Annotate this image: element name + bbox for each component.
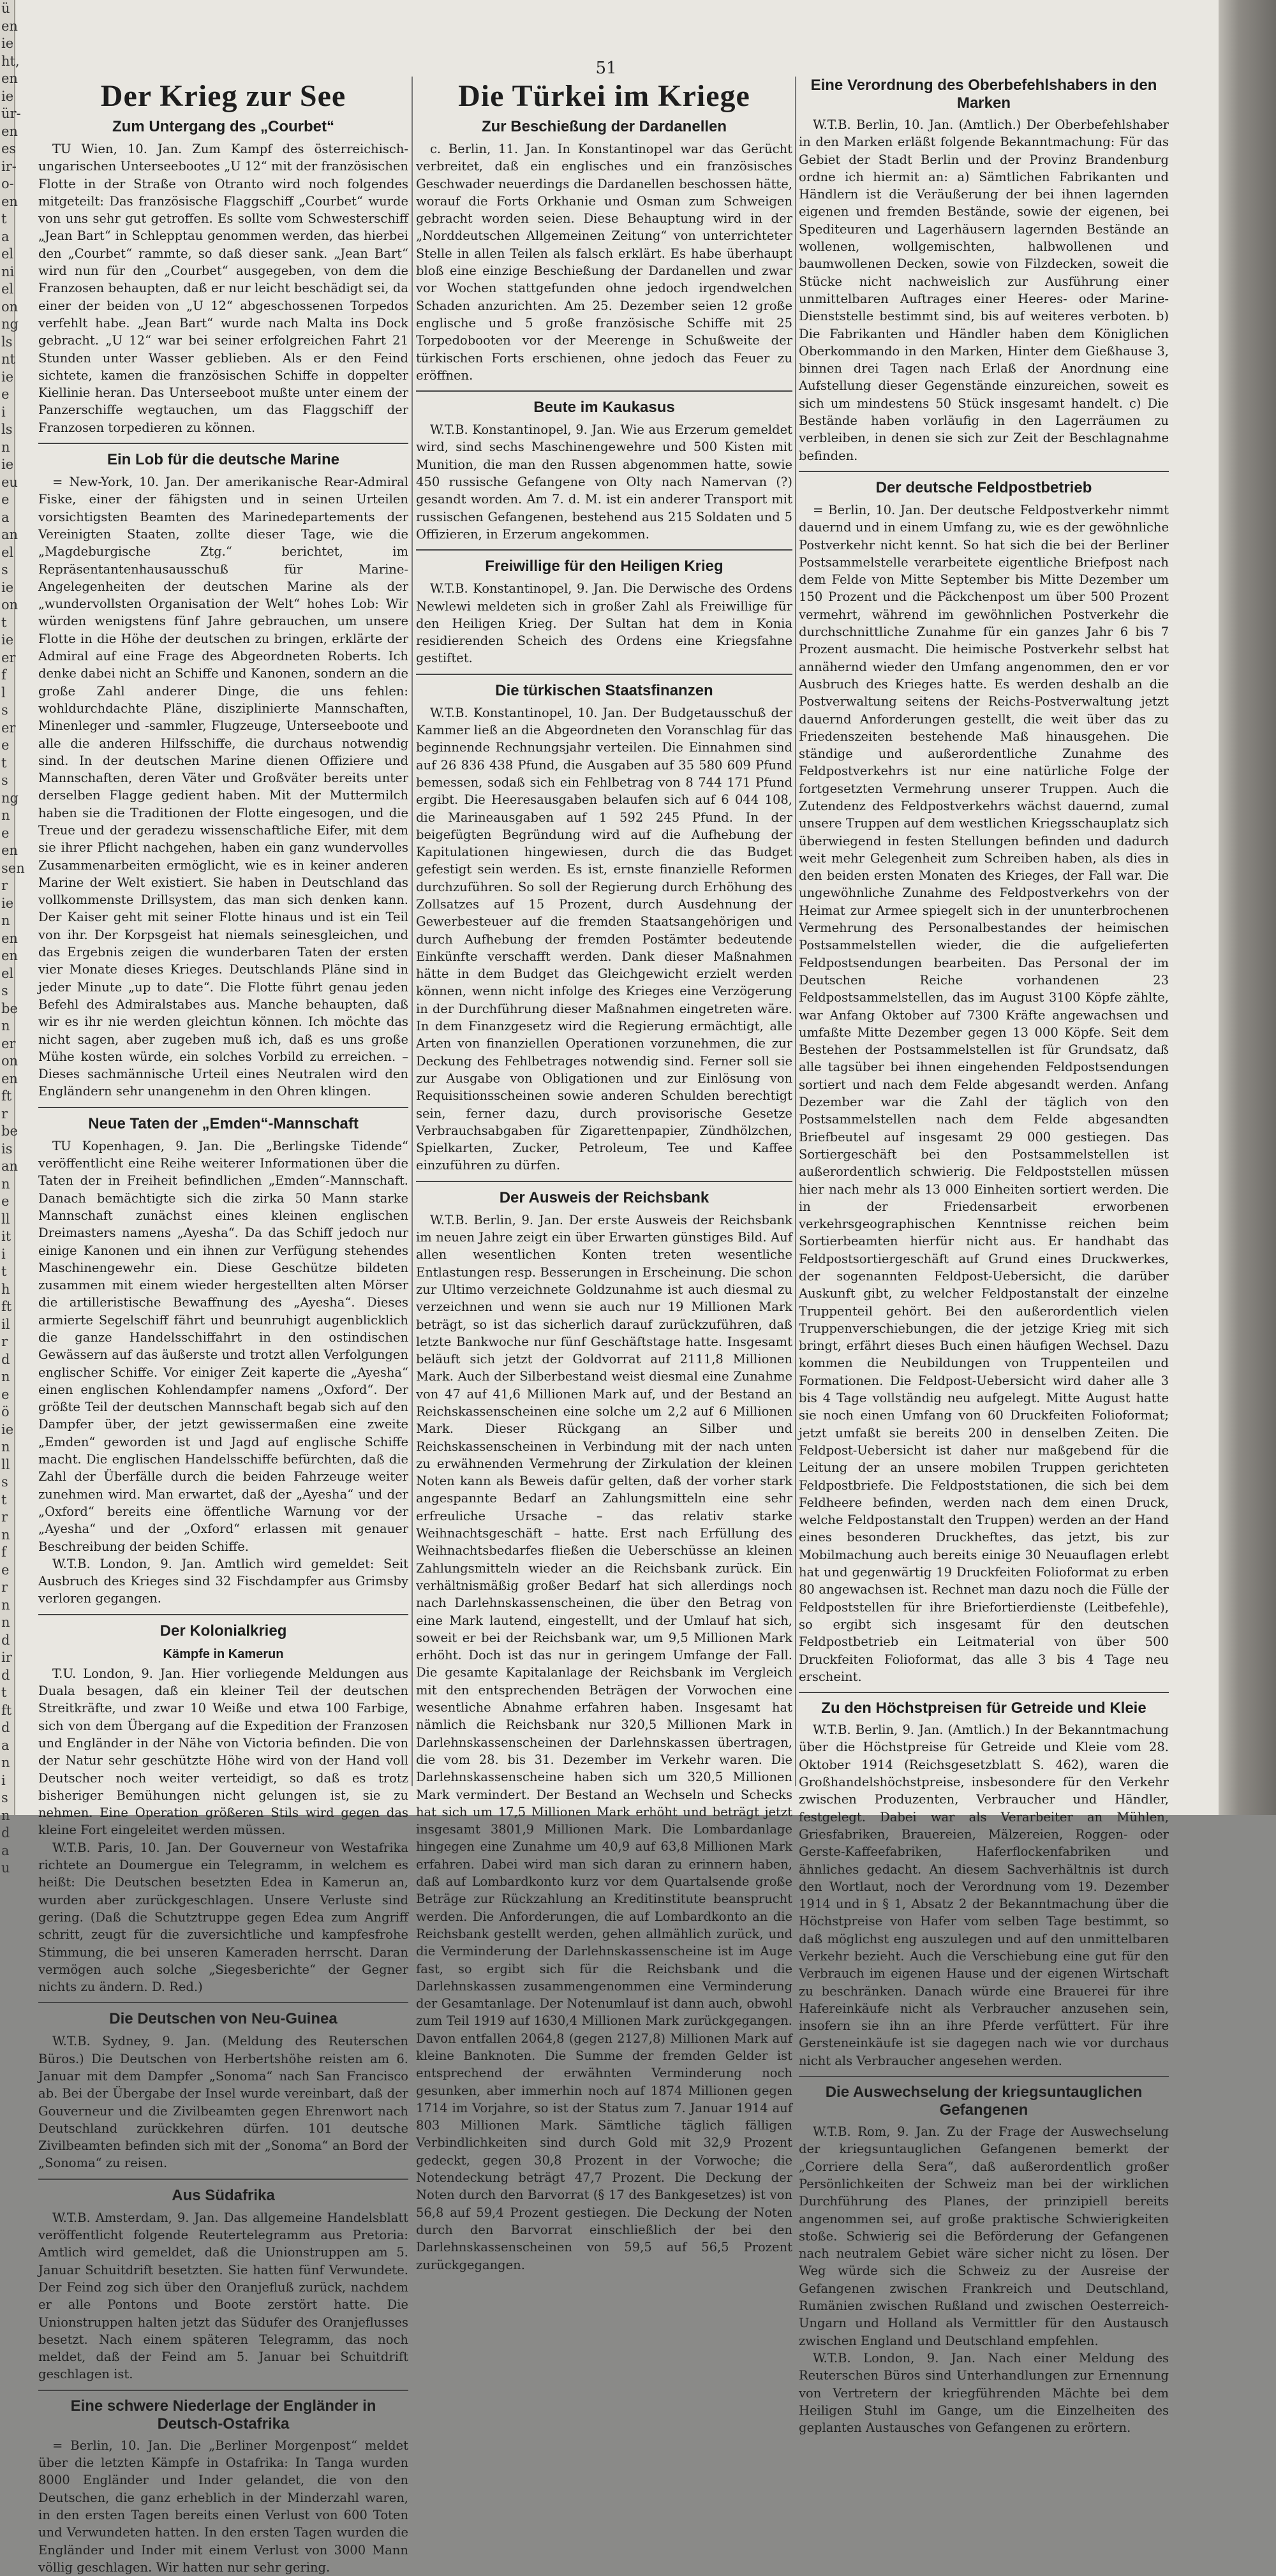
previous-page-fragment: u bbox=[1, 1860, 10, 1876]
previous-page-fragment: ie bbox=[1, 895, 14, 911]
article bbox=[416, 1181, 792, 2274]
article-paragraph: W.T.B. London, 9. Jan. Amtlich wird gemeldet: Seit Ausbruch des Krieges sind 32 Fischdampfer aus Grimsby verloren gegangen. bbox=[38, 1556, 408, 1606]
article bbox=[799, 77, 1169, 464]
previous-page-fragment: e bbox=[1, 1194, 10, 1209]
article bbox=[38, 1107, 408, 1608]
article-title: Beute im Kaukasus bbox=[533, 399, 675, 417]
section-headline: Der Krieg zur See bbox=[100, 79, 346, 113]
article-paragraph: W.T.B. Konstantinopel, 9. Jan. Die Derwische des Ordens Newlewi meldeten sich in großer Zahl als Freiwillige für den Heiligen Krieg. Der Sultan hat dem in Konia residierenden Scheich des Ordens eine Kriegsfahne gestiftet. bbox=[416, 581, 792, 666]
previous-page-fragment: r bbox=[1, 1580, 8, 1595]
previous-page-fragment: ir- bbox=[1, 158, 17, 174]
previous-page-fragment: is bbox=[1, 1141, 13, 1157]
book-binding bbox=[1219, 0, 1276, 1815]
previous-page-fragment: it bbox=[1, 1229, 11, 1244]
previous-page-fragment: e bbox=[1, 737, 10, 753]
previous-page-edge bbox=[0, 0, 25, 1876]
section-headline: Die Türkei im Kriege bbox=[458, 79, 750, 113]
previous-page-fragment: ie bbox=[1, 632, 14, 648]
previous-page-fragment: n bbox=[1, 1597, 10, 1613]
previous-page-fragment: el bbox=[1, 544, 14, 560]
article-paragraph: = New-York, 10. Jan. Der amerikanische Rear-Admiral Fiske, einer der fähigsten und in seinen Urteilen vorsichtigsten Beamten des Marinedepartements der Vereinigten Staaten, zollte dieser Tage, wie die „Magdeburgische Ztg.“ berichtet, im Repräsentantenhausausschuß für Marine-Angelegenheiten der deutschen Marine als der „wundervollsten Organisation der Welt“ hohes Lob: Wir würden wenigstens fünf Jahre gebrauchen, um unsere Flotte in die Höhe der deutschen zu bringen, erklärte der Admiral auf eine Frage des Abgeordneten Roberts. Ich denke dabei nicht an Schiffe und Kanonen, sondern an die große Zahl anderer Dinge, die uns fehlen: wohldurchdachte Pläne, disziplinierte Mannschaften, Minenleger und -sammler, Flugzeuge, Unterseeboote und alle die anderen Hilfsschiffe, die durchaus notwendig sind. In der deutschen Marine dienen Offiziere und Mannschaften, deren Väter und Großväter bereits unter derselben Flagge gedient haben. Mit der Muttermilch haben sie die Traditionen der Flotte eingesogen, und die Treue und der geradezu wissenschaftliche Eifer, mit dem sie ihrer Pflicht nachgehen, haben ein ganz wundervolles Zusammenarbeiten ermöglicht, wie es in keiner anderen Marine der Welt existiert. Sie haben in Deutschland das vollkommenste Drillsystem, das man sich denken kann. Der Kaiser geht mit seiner Flotte hinaus und ist ein Teil von ihr. Der Korpsgeist hat niemals seinesgleichen, und das Ergebnis zeigen die wunderbaren Taten der ersten vier Monate dieses Krieges. Deutschlands Pläne sind in jeder Minute „up to date“. Die Flotte führt genau jeden Befehl des Admiralstabes aus. Manche behaupten, daß wir es ihr nie werden gleichtun können. Ich möchte das nicht sagen, aber zugeben muß ich, daß es uns große Mühe kosten würde, ein solches Vorbild zu erreichen. – Dieses sachmännische Urteil eines Neutralen wird den Engländern sehr unangenehm in den Ohren klingen. bbox=[38, 475, 408, 1099]
previous-page-fragment: n bbox=[1, 1755, 10, 1770]
previous-page-fragment: n bbox=[1, 913, 10, 928]
previous-page-fragment: es bbox=[1, 141, 17, 156]
previous-page-fragment: n bbox=[1, 1527, 10, 1543]
previous-page-fragment: en bbox=[1, 948, 18, 963]
article bbox=[799, 471, 1169, 1685]
previous-page-fragment: an bbox=[1, 1158, 19, 1174]
article bbox=[38, 117, 408, 436]
previous-page-fragment: s bbox=[1, 773, 8, 788]
previous-page-fragment: h bbox=[1, 1281, 10, 1297]
article-title: Eine schwere Niederlage der Engländer in Deutsch-Ostafrika bbox=[70, 2397, 376, 2432]
previous-page-fragment: ie bbox=[1, 369, 14, 385]
article-paragraph: c. Berlin, 11. Jan. In Konstantinopel war das Gerücht verbreitet, daß ein englisches und ein französisches Geschwader neuerdings die Dardanellen beschossen hätte, worauf die Forts Orkhanie und Osman zum Schweigen gebracht worden seien. Diese Behauptung wird in der „Norddeutschen Allgemeinen Zeitung“ von unterrichteter Stelle in allen Teilen als falsch erklärt. Es habe überhaupt bloß eine einzige Beschießung der Dardanellen und zwar vor Wochen stattgefunden ohne jedoch irgendwelchen Schaden anzurichten. Am 25. Dezember seien 12 große englische und 5 große französische Schiffe mit 25 Torpedobooten vor der Meerenge in Schußweite der türkischen Forts erschienen, ohne jedoch das Feuer zu eröffnen. bbox=[416, 142, 792, 383]
column-rule bbox=[412, 77, 413, 1786]
article-paragraph: = Berlin, 10. Jan. Die „Berliner Morgenpost“ meldet über die letzten Kämpfe in Ostafrika: In Tanga wurden 8000 Engländer und Inder gelandet, die von den Deutschen, die ganz erheblich in der Minderzahl waren, in den ersten Tagen bereits einen Verlust von 600 Toten und Verwundeten hatten. In den ersten Tagen wurden die Engländer und Inder mit einem Verlust von 3000 Mann völlig geschlagen. Wir hatten nur sehr gering. bbox=[38, 2438, 408, 2575]
column-rule bbox=[795, 77, 796, 1786]
previous-page-fragment: i bbox=[1, 1772, 6, 1788]
previous-page-fragment: en bbox=[1, 18, 18, 34]
previous-page-fragment: en bbox=[1, 71, 18, 86]
previous-page-fragment: an bbox=[1, 527, 19, 542]
previous-page-fragment: ll bbox=[1, 1456, 10, 1472]
article-paragraph: W.T.B. Amsterdam, 9. Jan. Das allgemeine Handelsblatt veröffentlicht folgende Reutertelegramm aus Pretoria: Amtlich wird gemeldet, daß die Unionstruppen am 5. Januar Schuitdrift besetzten. Sie hatten fünf Verwundete. Der Feind zog sich über den Oranjefluß zurück, nachdem er alle Pontons und Boote zerstört hatte. Die Unionstruppen halten jetzt das Südufer des Oranjeflusses besetzt. Nach einem späteren Telegramm, das noch meldet, daß der Feind am 5. Januar bei Schuitdrift geschlagen ist. bbox=[38, 2210, 408, 2382]
previous-page-fragment: d bbox=[1, 1632, 10, 1648]
article-title: Aus Südafrika bbox=[172, 2186, 275, 2204]
previous-page-fragment: er bbox=[1, 1035, 16, 1051]
article-paragraph: W.T.B. Berlin, 9. Jan. Der erste Ausweis der Reichsbank im neuen Jahre zeigt ein über Erwarten günstiges Bild. Auf allen wesentlichen Konten treten wesentliche Entlastungen resp. Besserungen in Erscheinung. Die schon zur Ultimo verzeichnete Goldzunahme ist auch diesmal zu verzeichnen und wenn sie auch nur 19 Millionen Mark beträgt, so ist das sicherlich darauf zurückzuführen, daß letzte Bankwoche nur fünf Geschäftstage hatte. Insgesamt beläuft sich jetzt der Goldvorrat auf 2111,8 Millionen Mark. Auch der Silberbestand weist diesmal eine Zunahme von 47 auf 41,6 Millionen Mark auf, und der Bestand an Reichskassenscheinen eine solche um 2,2 auf 6 Millionen Mark. Dieser Rückgang an Silber und Reichskassenscheinen in Verbindung mit der nach unten zu erwähnenden Vermehrung der Zirkulation der kleinen Noten kann als Beweis dafür gelten, daß der vorher stark angespannte Bedarf an Zahlungsmitteln eine sehr erfreuliche Ursache – das relativ starke Weihnachtsgeschäft – hatte. Erst nach Erfüllung des Weihnachtsbedarfes fließen die Ueberschüsse an kleinen Zahlungsmitteln wieder an die Reichsbank zurück. Ein verhältnismäßig großer Bedarf hat sich allerdings noch nach Darlehnskassenscheinen, die über den Betrag von eine Mark lautend, eingestellt, und der Umlauf hat sich, soweit er bei der Reichsbank war, um 9,5 Millionen Mark erhöht. Doch ist das nur in geringem Umfange der Fall. Die gesamte Kapitalanlage der Reichsbank im Vergleich mit den entsprechenden Beträgen der Vorwochen eine wesentliche Abnahme erfahren haben. Insgesamt hat nämlich die Reichsbank nur 320,5 Millionen Mark in Darlehnskassenscheinen der Darlehnskassen übertragen, die vom 28. bis 31. Dezember im Verkehr waren. Die Darlehnskassenscheine haben sich um 320,5 Millionen Mark vermindert. Der Bestand an Wechseln und Schecks hat sich um 17,5 Millionen Mark erhöht und beträgt jetzt insgesamt 3801,9 Millionen Mark. Die Lombardanlage hingegen eine Zunahme um 40,9 auf 63,8 Millionen Mark erfahren. Dabei wird man sich daran zu erinnern haben, daß auf Lombardkonto kurz vor dem Quartalsende große Beträge zur Rückzahlung an Kreditinstitute beansprucht werden. Die Anforderungen, die auf Lombardkonto an die Reichsbank gestellt werden, gehen allmählich zurück, und die Verminderung der Darlehnskassenscheine ist im Auge fast, so ergibt sich für die Reichsbank und die Darlehnskassen zusammengenommen eine Verminderung der Gesamtanlage. Der Notenumlauf ist dann auch, obwohl zum Teil 1919 auf 1630,4 Millionen Mark zurückgegangen. Davon entfallen 2064,8 (gegen 2127,8) Millionen Mark auf kleine Banknoten. Die Summe der fremden Gelder ist entsprechend der erwähnten Verminderung noch gesunken, aber immerhin noch auf 1874 Millionen gegen 1714 im Vorjahre, so ist der Status zum 7. Januar 1914 auf 803 Millionen Mark. Sämtliche täglich fälligen Verbindlichkeiten sind durch Gold mit 32,9 Prozent gedeckt, gegen 30,8 Prozent in der Vorwoche; die Notendeckung beträgt 47,7 Prozent. Die Deckung der Noten durch den Barvorrat (§ 17 des Bankgesetzes) ist von 56,8 auf 59,4 Prozent gestiegen. Die Deckung der Noten durch den Barvorrat einschließlich der bei den Darlehnskassenscheinen von 59,5 auf 56,5 Prozent zurückgegangen. bbox=[416, 1212, 792, 2272]
previous-page-fragment: ie bbox=[1, 1421, 14, 1437]
previous-page-fragment: t bbox=[1, 614, 7, 630]
previous-page-fragment: n bbox=[1, 1807, 10, 1823]
previous-page-fragment: ie bbox=[1, 457, 14, 472]
previous-page-fragment: ft bbox=[1, 1299, 12, 1314]
previous-page-fragment: ft bbox=[1, 1702, 12, 1718]
article-title: Ein Lob für die deutsche Marine bbox=[107, 451, 340, 469]
previous-page-fragment: eu bbox=[1, 474, 18, 490]
article-title: Der Ausweis der Reichsbank bbox=[499, 1188, 709, 1206]
previous-page-fragment: t bbox=[1, 211, 7, 226]
article-title: Zur Beschießung der Dardanellen bbox=[481, 118, 727, 135]
article-title: Zum Untergang des „Courbet“ bbox=[112, 118, 334, 135]
previous-page-fragment: s bbox=[1, 1474, 8, 1490]
article bbox=[38, 2390, 408, 2576]
previous-page-fragment: ng bbox=[1, 316, 19, 332]
article bbox=[38, 2002, 408, 2172]
article bbox=[799, 1692, 1169, 2069]
previous-page-fragment: a bbox=[1, 1737, 10, 1753]
article-paragraph: W.T.B. Konstantinopel, 10. Jan. Der Budgetausschuß der Kammer ließ an die Abgeordneten den Voranschlag für das beginnende Rechnungsjahr verteilen. Die Einnahmen sind auf 26 836 438 Pfund, die Ausgaben auf 35 580 609 Pfund bemessen, sodaß sich ein Fehlbetrag von 8 744 171 Pfund ergibt. Die Heeresausgaben belaufen sich auf 6 044 108, die Marineausgaben auf 1 592 245 Pfund. In der beigefügten Begründung wird auf die Aufhebung der Kapitulationen hingewiesen, durch die das Budget gefestigt sein werden. Es ist, ernste finanzielle Reformen durchzuführen. So soll der Regierung durch Erhöhung des Zollsatzes auf 15 Prozent, durch Ausdehnung der Gewerbesteuer auf die fremden Staatsangehörigen und durch Aufhebung der fremden Postämter bedeutende Einkünfte verschafft werden. Dank dieser Maßnahmen hätte in dem Budget das Gleichgewicht erzielt werden können, wenn nicht infolge des Krieges eine Verzögerung in der Durchführung dieser Maßnahmen eingetreten wäre. In dem Finanzgesetz wird die Regierung ermächtigt, alle Arten von finanziellen Operationen vorzunehmen, die zur Deckung des Fehlbetrages notwendig sind. Ferner soll sie zur Ausgabe von Obligationen und zur Einlösung von Requisitionsscheinen sowie anderen Schulden berechtigt sein, ferner dazu, durch provisorische Gesetze Verbrauchsabgaben für Zigarettenpapier, Zündhölzchen, Spielkarten, Zucker, Petroleum, Tee und Kaffee einzuführen zu dürfen. bbox=[416, 705, 792, 1173]
previous-page-fragment: i bbox=[1, 404, 6, 420]
previous-page-fragment: d bbox=[1, 1351, 10, 1367]
article bbox=[38, 2179, 408, 2383]
article-paragraph: TU Kopenhagen, 9. Jan. Die „Berlingske Tidende“ veröffentlicht eine Reihe weiterer Informationen über die Taten der in Freiheit befindlichen „Emden“-Mannschaft. Danach bemächtigte sich die zirka 50 Mann starke Mannschaft zunächst eines kleinen englischen Dreimasters namens „Ayesha“. Da das Schiff jedoch nur einige Kanonen und ein ihnen zur Verfügung stehendes Maschinengewehr ein. Diese Geschütze bildeten zusammen mit einem wieder hergestellten alten Mörser die artilleristische Bewaffnung des „Ayesha“. Dieses armierte Segelschiff fährt und beunruhigt augenblicklich die ganze Handelsschiffahrt in den ostindischen Gewässern auf das äußerste und trotzt allen Verfolgungen englischer Schiffe. Vor einiger Zeit kaperte die „Ayesha“ einen englischen Kohlendampfer namens „Oxford“. Der größte Teil der deutschen Mannschaft begab sich auf den Dampfer über, der jetzt gewissermaßen eine zweite „Emden“ geworden ist und Jagd auf englische Schiffe macht. Die englischen Handelsschiffe befürchten, daß die Zahl der Überfälle durch die beiden Fahrzeuge weiter zunehmen wird. Man erwartet, daß der „Ayesha“ und der „Oxford“ bereits eine öffentliche Warnung vor der „Ayesha“ und der „Oxford“ erlassen mit genauer Beschreibung der beiden Schiffe. bbox=[38, 1138, 408, 1554]
previous-page-fragment: en bbox=[1, 123, 18, 139]
article-subtitle: Kämpfe in Kamerun bbox=[163, 1647, 284, 1661]
previous-page-fragment: r bbox=[1, 1106, 8, 1121]
previous-page-fragment: ie bbox=[1, 88, 14, 104]
article-paragraph: W.T.B. Konstantinopel, 9. Jan. Wie aus Erzerum gemeldet wird, sind sechs Maschinengewehre und 500 Kisten mit Munition, die man den Russen abgenommen hatte, sowie 450 russische Gefangene von Olty nach Namervan (?) gesandt worden. Am 7. d. M. ist ein anderer Transport mit russischen Gefangenen, bestehend aus 215 Soldaten und 5 Offizieren, in Erzerum angekommen. bbox=[416, 422, 792, 542]
previous-page-fragment: r bbox=[1, 878, 8, 893]
column-2 bbox=[416, 74, 792, 2272]
previous-page-fragment: a bbox=[1, 228, 10, 244]
previous-page-fragment: on bbox=[1, 1053, 19, 1069]
article-paragraph: TU Wien, 10. Jan. Zum Kampf des österreichisch-ungarischen Unterseebootes „U 12“ mit der französischen Flotte in der Straße von Otranto wird noch folgendes mitgeteilt: Das französische Flaggschiff „Courbet“ wurde von uns sehr gut getroffen. Es sollte vom Schwesterschiff „Jean Bart“ in Schlepptau genommen werden, das hierbei den „Courbet“ rammte, so daß dieser sank. „Jean Bart“ wird nun für den „Courbet“ ausgegeben, von dem die Franzosen behaupten, daß er nur leicht beschädigt sei, da einer der beiden von „U 12“ abgeschossenen Torpedos verfehlt habe. „Jean Bart“ wurde nach Malta ins Dock gebracht. „U 12“ war bei seiner erfolgreichen Fahrt 21 Stunden unter Wasser geblieben. Als er den Feind sichtete, kamen die französischen Schiffe in doppelter Kiellinie heran. Das Unterseeboot mußte unter einem der Panzerschiffe wegtauchen, um das Flaggschiff der Franzosen torpedieren zu können. bbox=[38, 142, 408, 435]
previous-page-fragment: er bbox=[1, 720, 16, 736]
previous-page-fragment: e bbox=[1, 825, 10, 841]
previous-page-fragment: ft bbox=[1, 1088, 12, 1104]
previous-page-fragment: en bbox=[1, 930, 18, 946]
previous-page-fragment: d bbox=[1, 1825, 10, 1840]
previous-page-fragment: a bbox=[1, 1842, 10, 1858]
article-paragraph: W.T.B. Sydney, 9. Jan. (Meldung des Reuterschen Büros.) Die Deutschen von Herbertshöhe reisten am 6. Januar mit dem Dampfer „Sonoma“ nach San Francisco ab. Bei der Übergabe der Insel wurde vereinbart, daß der Gouverneur und die Zivilbeamten gegen Ehrenwort nach Deutschland zurückkehren dürfen. 101 deutsche Zivilbeamten befinden sich mit der „Sonoma“ an Bord der „Sonoma“ zu reisen. bbox=[38, 2034, 408, 2171]
previous-page-fragment: el bbox=[1, 281, 14, 297]
previous-page-fragment: ö bbox=[1, 1404, 10, 1419]
previous-page-fragment: ls bbox=[1, 334, 13, 350]
previous-page-fragment: el bbox=[1, 246, 14, 262]
previous-page-fragment: en bbox=[1, 843, 18, 858]
previous-page-fragment: s bbox=[1, 1790, 8, 1805]
article-title: Freiwillige für den Heiligen Krieg bbox=[485, 558, 723, 575]
previous-page-fragment: be bbox=[1, 1123, 18, 1139]
previous-page-fragment: e bbox=[1, 492, 10, 507]
previous-page-fragment: r bbox=[1, 1334, 8, 1349]
previous-page-fragment: ür- bbox=[1, 106, 21, 121]
previous-page-fragment: il bbox=[1, 1316, 10, 1332]
previous-page-fragment: t bbox=[1, 1685, 7, 1700]
previous-page-fragment: on bbox=[1, 597, 19, 612]
previous-page-fragment: en bbox=[1, 193, 18, 209]
article-title: Neue Taten der „Emden“-Mannschaft bbox=[88, 1114, 359, 1132]
previous-page-fragment: s bbox=[1, 702, 8, 718]
previous-page-fragment: sen bbox=[1, 860, 25, 876]
previous-page-fragment: e bbox=[1, 387, 10, 402]
article-title: Der Kolonialkrieg bbox=[160, 1622, 287, 1640]
article-title: Die türkischen Staatsfinanzen bbox=[495, 681, 713, 699]
previous-page-fragment: s bbox=[1, 983, 8, 998]
previous-page-fragment: n bbox=[1, 1615, 10, 1630]
previous-page-fragment: er bbox=[1, 649, 16, 665]
previous-page-fragment: nt bbox=[1, 352, 15, 367]
article bbox=[416, 549, 792, 667]
column-1 bbox=[38, 74, 408, 2575]
previous-page-fragment: n bbox=[1, 1018, 10, 1033]
previous-page-fragment: d bbox=[1, 1720, 10, 1735]
previous-page-fragment: a bbox=[1, 509, 10, 525]
previous-page-fragment: r bbox=[1, 1509, 8, 1525]
previous-page-fragment: ng bbox=[1, 790, 19, 806]
article-title: Zu den Höchstpreisen für Getreide und Kleie bbox=[821, 1699, 1146, 1717]
previous-page-fragment: n bbox=[1, 439, 10, 455]
article bbox=[416, 117, 792, 384]
article bbox=[38, 443, 408, 1100]
previous-page-fragment: ir bbox=[1, 1650, 12, 1665]
previous-page-fragment: ls bbox=[1, 422, 13, 437]
column-3 bbox=[799, 74, 1169, 2436]
previous-page-fragment: ü bbox=[1, 1, 10, 16]
article-paragraph: W.T.B. Rom, 9. Jan. Zu der Frage der Auswechselung der kriegsuntauglichen Gefangenen bemerkt der „Corriere della Sera“, daß außerordentlich großer Persönlichkeiten der Schweiz man bei der wirklichen Durchführung des Planes, der prinzipiell bereits angenommen sei, auf große praktische Schwierigkeiten stoße. Schwierig sei die Beförderung der Gefangenen nach neutralem Gebiet wäre sicher nicht zu lösen. Der Weg würde sich die Schweiz zu der Ausreise der Gefangenen zwischen Frankreich und Deutschland, Rumänien zwischen Rußland und zwischen Oesterreich-Ungarn und Holland als Vermittler für den Austausch zwischen England und Deutschland empfehlen. bbox=[799, 2124, 1169, 2348]
previous-page-fragment: n bbox=[1, 1369, 10, 1384]
previous-page-fragment: o- bbox=[1, 176, 14, 191]
previous-page-fragment: s bbox=[1, 562, 8, 577]
previous-page-fragment: n bbox=[1, 1176, 10, 1192]
previous-page-fragment: t bbox=[1, 755, 7, 771]
previous-page-fragment: t bbox=[1, 1264, 7, 1279]
previous-page-fragment: e bbox=[1, 1562, 10, 1578]
article-paragraph: W.T.B. Berlin, 9. Jan. (Amtlich.) In der Bekanntmachung über die Höchstpreise für Getreide und Kleie vom 28. Oktober 1914 (Reichsgesetzblatt S. 462), waren die Großhandelshöchstpreise, insbesondere für den Verkehr zwischen Produzenten, Verbraucher und Händler, festgelegt. Dabei war als Verarbeiter an Mühlen, Griesfabriken, Brauereien, Mälzereien, Roggen- oder Gerste-Kaffeefabriken, Haferflockenfabriken und ähnliches gedacht. An diesem Sachverhältnis ist durch den Wortlaut, noch der Verordnung vom 19. Dezember 1914 und in § 1, Absatz 2 der Bekanntmachung über die Höchstpreise von Hafer vom selben Tage bestimmt, so daß möglichst eng auszulegen und auf den unmittelbaren Verkehr bezieht. Auch die Verschiebung eine gut für den Verbrauch im eigenen Hause und der eigenen Wirtschaft zu beschränken. Danach würde eine Brauerei für ihre Hafereinkäufe nicht als Verbraucher anzusehen sein, insofern sie ihn an ihre Pferde verfüttert. Für ihre Gersteneinkäufe ist sie dagegen nach wie vor durchaus nicht als Verbraucher angesehen werden. bbox=[799, 1722, 1169, 2068]
article-title: Die Deutschen von Neu-Guinea bbox=[109, 2010, 338, 2028]
previous-page-fragment: f bbox=[1, 667, 6, 683]
article bbox=[416, 674, 792, 1174]
previous-page-fragment: ie bbox=[1, 579, 14, 595]
article-paragraph: W.T.B. Paris, 10. Jan. Der Gouverneur von Westafrika richtete an Doumergue ein Telegramm, in welchem es heißt: Die Deutschen besetzten Edea in Kamerun an, wurden aber zurückgeschlagen. Unsere Verluste sind gering. (Daß die Schutztruppe gegen Edea zum Angriff schritt, zeugt für die zuversichtliche und kampfesfrohe Stimmung, die bei unseren Kameraden herrscht. Daran vermögen auch solche „Siegesberichte“ der Gegner nichts zu ändern. D. Red.) bbox=[38, 1840, 408, 1995]
previous-page-fragment: be bbox=[1, 1000, 18, 1016]
previous-page-fragment: n bbox=[1, 808, 10, 823]
previous-page-fragment: d bbox=[1, 1667, 10, 1683]
previous-page-fragment: t bbox=[1, 1492, 7, 1507]
article-paragraph: = Berlin, 10. Jan. Der deutsche Feldpostverkehr nimmt dauernd und in einem Umfang zu, wie es der gewöhnliche Postverkehr nicht kennt. So hat sich die bei der Berliner Postsammelstelle verarbeitete eigentliche Briefpost nach dem Felde von Mitte September bis Mitte Dezember um 150 Prozent und die Päckchenpost um über 500 Prozent vermehrt, während im gewöhnlichen Postverkehr die durchschnittliche Zunahme für ein ganzes Jahr 6 bis 7 Prozent ausmacht. Die heimische Postverkehr selbst hat annähernd wieder den Umfang angenommen, den er vor Ausbruch des Krieges hatte. Es werden deshalb an die Postverwaltung seitens der Reichs-Postverwaltung jetzt dauernd Anforderungen gestellt, die weit über das zu Friedenszeiten bestehende Maß hinausgehen. Die ständige und außerordentliche Zunahme des Feldpostverkehrs ist nur eine natürliche Folge der fortgesetzten Vermehrung unserer Truppen. Auch die Zutendenz des Feldpostverkehrs wächst dauernd, zumal unsere Truppen auf dem westlichen Kriegsschauplatz sich überwiegend in festen Stellungen befinden und dadurch weit mehr Gelegenheit zum Schreiben haben, als dies in den beiden ersten Monaten des Krieges, der Fall war. Die ungewöhnliche Zunahme des Feldpostverkehrs von der Heimat zur Armee spiegelt sich in der ununterbrochenen Vermehrung des Personalbestandes der heimischen Postsammelstellen wieder, die die aufgelieferten Feldpostsendungen bearbeiten. Das Personal der im Deutschen Reiche vorhandenen 23 Feldpostsammelstellen, das im August 3100 Köpfe zählte, war Anfang Oktober auf 7300 Kräfte angewachsen und umfaßte Mitte Dezember gegen 13 000 Köpfe. Seit dem Bestehen der Postsammelstellen ist für Grundsatz, daß alle tagsüber bei ihnen eingehenden Feldpostsendungen sortiert und nach dem Felde abgesandt werden. Anfang Dezember war die Zahl der täglich von den Postsammelstellen nach dem Felde abgesandten Briefbeutel auf insgesamt 29 000 gestiegen. Das Sortiergeschäft bei den Postsammelstellen ist außerordentlich schwierig. Die Feldpoststellen müssen hier nach mehr als 13 000 Einheiten sortiert werden. Die in der Friedensarbeit erworbenen verkehrsgeographischen Kenntnisse reichen beim Sortierbeamten hierfür nicht aus. Er handhabt das Feldpostsortiergeschäft auf Grund eines Druckwerkes, der sogenannten Feldpost-Uebersicht, die darüber Auskunft gibt, zu welcher Feldpostanstalt der einzelne Truppenteil gehört. Bei den außerordentlich vielen Truppenverschiebungen, die der jetzige Krieg mit sich bringt, erfährt dieses Buch einen häufigen Wechsel. Dazu kommen die Neubildungen von Truppenteilen und Formationen. Die Feldpost-Uebersicht wird daher alle 3 bis 4 Tage vollständig neu aufgelegt. Mitte August hatte sie noch einen Umfang von 60 Druckfeiten Folioformat; jetzt umfaßt sie bereits 200 in denselben Zeiten. Die Feldpost-Uebersicht ist daher nur maßgebend für die Leitung der an unsere mobilen Truppen gerichteten Feldpostbriefe. Die Feldpoststationen, die sich bei dem Feldheere befinden, werden nach dem einen Druck, welche Feldpostanstalt den Truppen) werden an der Hand eines besonderen Druckheftes, das jetzt, bis zur Mobilmachung auch bereits einige 30 Neuauflagen erlebt hat und gegenwärtig 19 Druckfeiten Folioformat zu erben 80 angewachsen ist. Rechnet man dazu noch die Fülle der Feldpoststellen für ihre Briefortierdienste (Leitbefehle), so ergibt sich insgesamt für den deutschen Feldpostbetrieb ein Leitmaterial von über 500 Druckfeiten Folioformat, das alle 3 bis 4 Tage neu erscheint. bbox=[799, 502, 1169, 1684]
article-title: Der deutsche Feldpostbetrieb bbox=[875, 478, 1092, 496]
previous-page-fragment: ll bbox=[1, 1211, 10, 1227]
article bbox=[799, 2076, 1169, 2436]
previous-page-fragment: e bbox=[1, 1386, 10, 1402]
previous-page-fragment: f bbox=[1, 1544, 6, 1560]
previous-page-fragment: i bbox=[1, 1246, 6, 1262]
article bbox=[38, 1614, 408, 1996]
previous-page-fragment: l bbox=[1, 685, 6, 700]
article-paragraph: W.T.B. Berlin, 10. Jan. (Amtlich.) Der Oberbefehlshaber in den Marken erläßt folgende Bekanntmachung: Für das Gebiet der Stadt Berlin und der Provinz Brandenburg ordne ich hiermit an: a) Sämtlichen Fabrikanten und Händlern ist die Veräußerung der bei ihnen lagernden eigenen und fremden Bestände, sowie der eigenen, bei Spediteuren und Lagerhäusern lagernden Bestände an wollenen, wollgemischten, halbwollenen und baumwollenen Decken, sowie von Filzdecken, soweit die Stücke nicht nachweislich zur Ausführung einer unmittelbaren Auftrages einer Heeres- oder Marine-Dienststelle bestimmt sind, bis auf weiteres verboten. b) Die Fabrikanten und Händler haben dem Königlichen Oberkommando in den Marken, Hinter dem Gießhause 3, binnen drei Tagen nach Erlaß der Anordnung eine Aufstellung dieser Gegenstände einzureichen, soweit es sich um mindestens 50 Stück insgesamt handelt. c) Die Bestände haben vorläufig in den Lagerräumen zu verbleiben, in denen sie sich zur Zeit der Beschlagnahme befinden. bbox=[799, 117, 1169, 463]
previous-page-fragment: en bbox=[1, 1070, 18, 1086]
previous-page-fragment: n bbox=[1, 1439, 10, 1455]
article-paragraph: W.T.B. London, 9. Jan. Nach einer Meldung des Reuterschen Büros sind Unterhandlungen zur Ernennung von Vertretern der kriegführenden Mächte bei dem Heiligen Stuhl im Gange, um die Einzelheiten des geplanten Austausches von Gefangenen zu erörtern. bbox=[799, 2350, 1169, 2436]
previous-page-fragment: on bbox=[1, 299, 19, 315]
page-number: 51 bbox=[595, 59, 617, 78]
article-paragraph: T.U. London, 9. Jan. Hier vorliegende Meldungen aus Duala besagen, daß ein kleiner Teil der deutschen Streitkräfte, und zwar 10 Weiße und etwa 100 Farbige, sich von dem Übergang auf die Expedition der Franzosen und Engländer in der Nähe von Victoria befinden. Die von der Natur sehr geschützte Höhe wird von der Hand voll Deutscher noch weiter verteidigt, so daß es trotz bisheriger Bemühungen nicht gelungen ist, sie zu nehmen. Eine Operation größeren Stils wird gegen das kleine Fort eingeleitet werden müssen. bbox=[38, 1666, 408, 1838]
article-title: Eine Verordnung des Oberbefehlshabers in den Marken bbox=[810, 77, 1157, 112]
previous-page-fragment: el bbox=[1, 965, 14, 981]
previous-page-fragment: ni bbox=[1, 263, 15, 279]
article bbox=[416, 390, 792, 543]
previous-page-fragment: ie bbox=[1, 36, 14, 51]
article-title: Die Auswechselung der kriegsuntauglichen Gefangenen bbox=[825, 2084, 1143, 2119]
previous-page-fragment: ht, bbox=[1, 53, 20, 69]
